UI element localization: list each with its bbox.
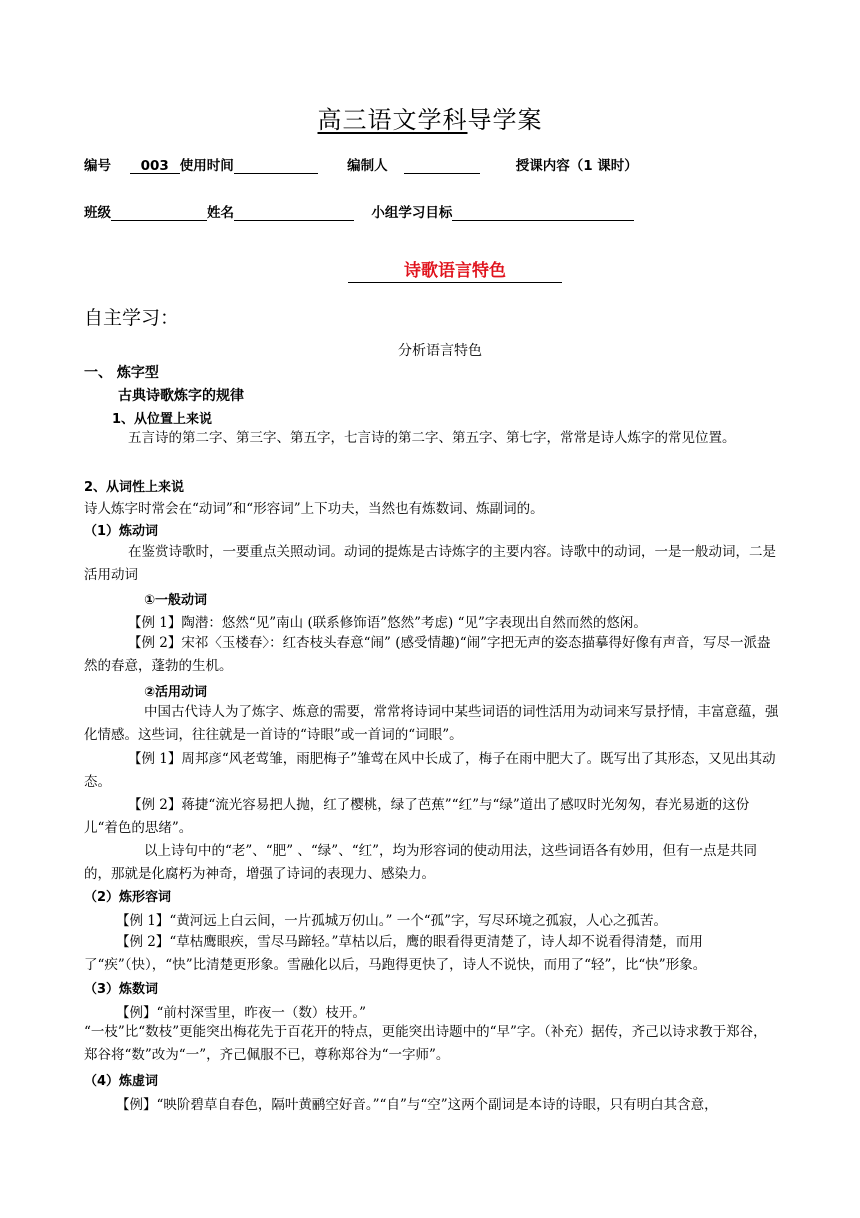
subheading-rules: 古典诗歌炼字的规律	[118, 388, 244, 404]
editor-label: 编制人	[347, 158, 388, 174]
function-word-example: 【例】“映阶碧草自春色，隔叶黄鹂空好音。”“自”与“空”这两个副词是本诗的诗眼，只有明白其含意，	[116, 1097, 718, 1113]
time-field[interactable]	[234, 158, 318, 174]
verb-general-example-2: 【例 2】宋祁〈玉楼春〉：红杏枝头春意“闹” (感受情趣)“闹”字把无声的姿态描摹得好像有声音，写尽一派盎然的春意，蓬勃的生机。	[84, 635, 771, 674]
page-title	[0, 100, 860, 135]
class-label: 班级	[84, 205, 111, 221]
verb-text: 在鉴赏诗歌时，一要重点关照动词。动词的提炼是古诗炼字的主要内容。诗歌中的动词，一是一般动词，二是活用动词	[84, 544, 776, 583]
name-label: 姓名	[207, 205, 234, 221]
numeral-heading: （3）炼数词	[84, 982, 159, 997]
header-row-2	[84, 201, 634, 221]
adjective-example-2: 【例 2】“草枯鹰眼疾，雪尽马蹄轻。”草枯以后，鹰的眼看得更清楚了，诗人却不说看得清楚，而用了“疾”（快），“快”比清楚更形象。雪融化以后，马跑得更快了，诗人不说快，而用了“轻”，比“快”形象。	[84, 934, 707, 973]
verb-general-heading: ①一般动词	[144, 593, 208, 608]
number-field[interactable]: 003	[130, 158, 180, 174]
verb-flexible-text: 中国古代诗人为了炼字、炼意的需要，常常将诗词中某些词语的词性活用为动词来写景抒情，丰富意蕴，强化情感。这些词，往往就是一首诗的“诗眼”或一首词的“词眼”。	[84, 704, 779, 743]
time-label: 使用时间	[179, 158, 234, 174]
adjective-heading: （2）炼形容词	[84, 890, 172, 905]
verb-flexible-example-2: 【例 2】蒋捷“流光容易把人抛，红了樱桃，绿了芭蕉”“红”与“绿”道出了感叹时光匆匆，春光易逝的这份儿“着色的思绪”。	[84, 797, 750, 836]
function-word-heading: （4）炼虚词	[84, 1074, 159, 1089]
verb-flexible-example-1: 【例 1】周邦彦“风老莺雏，雨肥梅子”雏莺在风中长成了，梅子在雨中肥大了。既写出了其形态，又见出其动态。	[84, 751, 776, 790]
verb-heading: （1）炼动词	[84, 524, 159, 539]
center-heading: 分析语言特色	[398, 343, 482, 359]
verb-flexible-summary: 以上诗句中的“老”、“肥” 、“绿”、“红”，均为形容词的使动用法，这些词语各有妙用，但有一点是共同的，那就是化腐朽为神奇，增强了诗词的表现力、感染力。	[84, 843, 758, 882]
number-label: 编号	[84, 158, 111, 174]
class-field[interactable]	[111, 205, 207, 221]
topic-title: 诗歌语言特色	[348, 256, 562, 283]
content-label: 授课内容（1 课时）	[515, 158, 638, 174]
section-heading-1: 一、 炼字型	[84, 365, 159, 381]
numeral-text: “一枝”比“数枝”更能突出梅花先于百花开的特点，更能突出诗题中的“早”字。（补充）据传，齐己以诗求教于郑谷，郑谷将“数”改为“一”，齐己佩服不已，尊称郑谷为“一字师”。	[84, 1024, 767, 1063]
title-subject: 高三语文学科	[317, 106, 468, 134]
editor-field[interactable]	[404, 158, 480, 174]
point-2-heading: 2、从词性上来说	[84, 480, 185, 495]
adjective-example-1: 【例 1】“黄河远上白云间，一片孤城万仞山。” 一个“孤”字，写尽环境之孤寂，人心之孤苦。	[116, 913, 668, 929]
point-2-text: 诗人炼字时常会在“动词”和“形容词”上下功夫，当然也有炼数词、炼副词的。	[84, 501, 544, 517]
name-field[interactable]	[234, 205, 354, 221]
verb-flexible-heading: ②活用动词	[144, 685, 208, 700]
numeral-example: 【例】“前村深雪里，昨夜一（数）枝开。”	[116, 1005, 367, 1021]
verb-general-example-1: 【例 1】陶潜：悠然“见”南山 (联系修饰语”悠然”考虑) “见”字表现出自然而然的悠闲。	[128, 615, 647, 631]
section-self-study: 自主学习：	[84, 307, 180, 329]
goal-label: 小组学习目标	[371, 205, 453, 221]
point-1-text: 五言诗的第二字、第三字、第五字，七言诗的第二字、第五字、第七字，常常是诗人炼字的常见位置。	[128, 430, 736, 446]
goal-field[interactable]	[452, 205, 634, 221]
point-1-heading: 1、从位置上来说	[112, 412, 213, 427]
header-row-1	[84, 154, 638, 174]
title-rest: 导学案	[467, 106, 543, 134]
